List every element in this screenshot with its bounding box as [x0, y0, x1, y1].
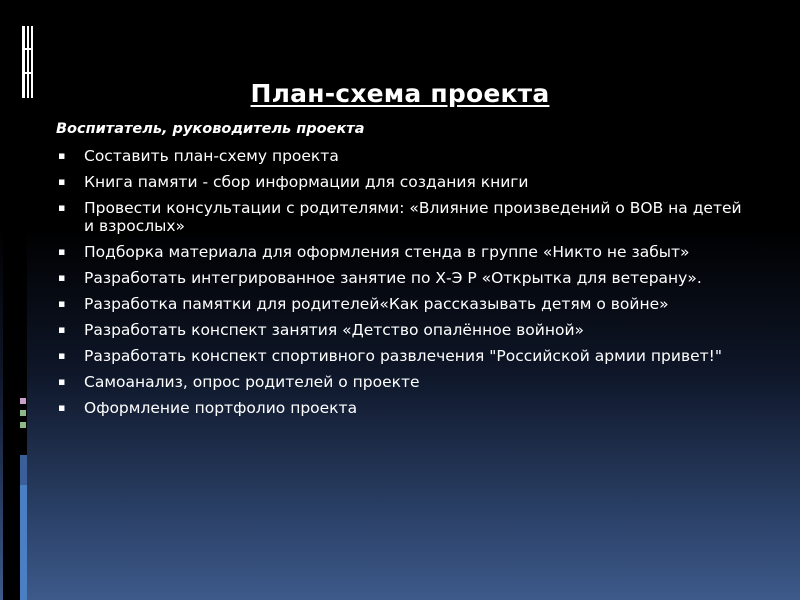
list-item [56, 147, 756, 165]
list-item-text: Подборка материала для оформления стенда в группе «Никто не забыт» [84, 243, 690, 261]
list-item-text: Книга памяти - сбор информации для создания книги [84, 173, 529, 191]
colored-squares-decoration [20, 398, 28, 438]
bullet-icon: ▪ [58, 401, 66, 414]
bottom-stripes-decoration [20, 455, 28, 600]
bullet-icon: ▪ [58, 349, 66, 362]
list-item-text: Составить план-схему проекта [84, 147, 339, 165]
bullet-icon: ▪ [58, 245, 66, 258]
list-item [56, 399, 756, 417]
list-item [56, 243, 756, 261]
list-item [56, 199, 756, 235]
list-item [56, 269, 756, 287]
list-item-text: Провести консультации с родителями: «Влияние произведений о ВОВ на детей и взрослых» [84, 199, 742, 235]
list-item-text: Разработать конспект спортивного развлечения "Российской армии привет!" [84, 347, 722, 365]
list-item [56, 321, 756, 339]
bullet-icon: ▪ [58, 201, 66, 214]
pink-square-icon [20, 398, 26, 404]
list-item-text: Оформление портфолио проекта [84, 399, 358, 417]
bullet-icon: ▪ [58, 271, 66, 284]
list-item-text: Разработать интегрированное занятие по Х-Э Р «Открытка для ветерану». [84, 269, 702, 287]
list-item [56, 347, 756, 365]
list-item-text: Самоанализ, опрос родителей о проекте [84, 373, 420, 391]
slide-title: План-схема проекта [250, 79, 550, 108]
bullet-icon: ▪ [58, 323, 66, 336]
bullet-icon: ▪ [58, 149, 66, 162]
green-square-icon [20, 410, 26, 416]
bullet-icon: ▪ [58, 297, 66, 310]
list-item [56, 295, 756, 313]
slide-subtitle: Воспитатель, руководитель проекта [56, 121, 365, 137]
list-item-text: Разработка памятки для родителей«Как рассказывать детям о войне» [84, 295, 669, 313]
bullet-icon: ▪ [58, 375, 66, 388]
bullet-icon: ▪ [58, 175, 66, 188]
list-item-text: Разработать конспект занятия «Детство опалённое войной» [84, 321, 585, 339]
list-item [56, 173, 756, 191]
list-item [56, 373, 756, 391]
task-list [56, 147, 756, 425]
green-square-icon [20, 422, 26, 428]
